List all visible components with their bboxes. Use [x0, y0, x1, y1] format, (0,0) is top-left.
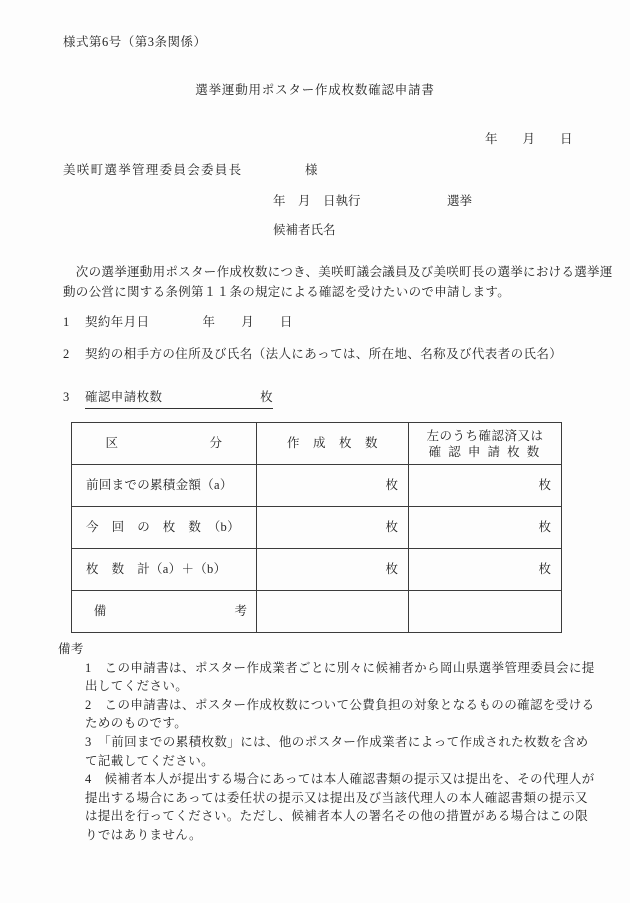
note-line: は提出を行ってください。ただし、候補者本人の署名その他の措置がある場合はこの限	[85, 809, 589, 824]
note-line: 3 「前回までの累積枚数」には、他のポスター作成業者によって作成された枚数を含め	[85, 734, 589, 749]
table-row	[72, 465, 562, 507]
row-label-current-count: 今 回 の 枚 数 （b）	[72, 507, 257, 549]
note-line: 2 この申請書は、ポスター作成枚数について公費負担の対象となるものの確認を受ける	[85, 697, 595, 712]
item-label: 契約の相手方の住所及び氏名（法人にあっては、所在地、名称及び代表者の氏名）	[85, 347, 563, 361]
confirmed-count-cell: 枚	[409, 465, 562, 507]
notes-list	[58, 659, 595, 845]
unit-label: 枚	[260, 390, 273, 404]
header-confirmed-count	[409, 423, 562, 465]
date-line: 年 月 日	[485, 132, 573, 146]
application-statement	[63, 262, 613, 302]
note-item	[85, 770, 595, 844]
row-label-previous-total: 前回までの累積金額（a）	[72, 465, 257, 507]
candidate-name-label: 候補者氏名	[273, 223, 336, 237]
requested-count-field	[85, 389, 273, 409]
notes-heading: 備考	[58, 642, 84, 656]
table-row	[72, 507, 562, 549]
addressee-line	[63, 162, 563, 179]
header-category: 区 分	[72, 423, 257, 465]
header-confirmed-line1: 左のうち確認済又は	[426, 428, 544, 443]
note-line: 1 この申請書は、ポスター作成業者ごとに別々に候補者から岡山県選挙管理委員会に提	[85, 660, 595, 675]
note-line: りではありません。	[85, 827, 202, 842]
remarks-cell	[409, 591, 562, 633]
item-label: 契約年月日	[85, 315, 150, 329]
note-line: 4 候補者本人が提出する場合にあっては本人確認書類の提示又は提出を、その代理人が	[85, 772, 595, 787]
row-label-remarks: 備 考	[72, 591, 257, 633]
item-number: 2	[63, 347, 70, 361]
item-contract-party	[63, 346, 562, 363]
contract-date-blank: 年 月 日	[202, 315, 293, 329]
statement-line: 次の選挙運動用ポスター作成枚数につき、美咲町議会議員及び美咲町長の選挙における選挙運	[63, 265, 613, 279]
count-table	[71, 422, 562, 633]
notes-section	[58, 640, 595, 845]
produced-count-cell: 枚	[257, 465, 409, 507]
note-item	[85, 733, 589, 770]
note-line: て記載してください。	[85, 753, 215, 768]
header-confirmed-line2: 確 認 申 請 枚 数	[428, 444, 542, 459]
table-row-remarks	[72, 591, 562, 633]
remarks-cell	[257, 591, 409, 633]
row-label-total-count: 枚 数 計（a）＋（b）	[72, 549, 257, 591]
confirmed-count-cell: 枚	[409, 549, 562, 591]
produced-count-cell: 枚	[257, 549, 409, 591]
item-requested-count	[63, 389, 273, 409]
addressee-name: 美咲町選挙管理委員会委員長	[63, 163, 243, 177]
item-label: 確認申請枚数	[85, 390, 163, 404]
item-contract-date	[63, 314, 293, 331]
table-header-row	[72, 423, 562, 465]
note-item	[85, 696, 595, 733]
election-label: 選挙	[447, 194, 473, 208]
item-number: 1	[63, 315, 70, 329]
table-row	[72, 549, 562, 591]
execution-date-text: 年 月 日執行	[273, 194, 361, 208]
produced-count-cell: 枚	[257, 507, 409, 549]
note-item	[85, 659, 595, 696]
document-title: 選挙運動用ポスター作成枚数確認申請書	[195, 83, 435, 97]
confirmed-count-cell: 枚	[409, 507, 562, 549]
item-number: 3	[63, 390, 70, 404]
note-line: 提出する場合にあっては委任状の提示又は提出及び当該代理人の本人確認書類の提示又	[85, 790, 588, 805]
note-line: ためのものです。	[85, 716, 188, 731]
form-number: 様式第6号（第3条関係）	[63, 35, 207, 49]
note-line: 出してください。	[85, 679, 189, 694]
statement-line: 動の公営に関する条例第１１条の規定による確認を受けたいので申請します。	[63, 285, 511, 299]
execution-date-line	[273, 193, 593, 210]
honorific-label: 様	[305, 163, 318, 177]
header-produced-count: 作 成 枚 数	[257, 423, 409, 465]
